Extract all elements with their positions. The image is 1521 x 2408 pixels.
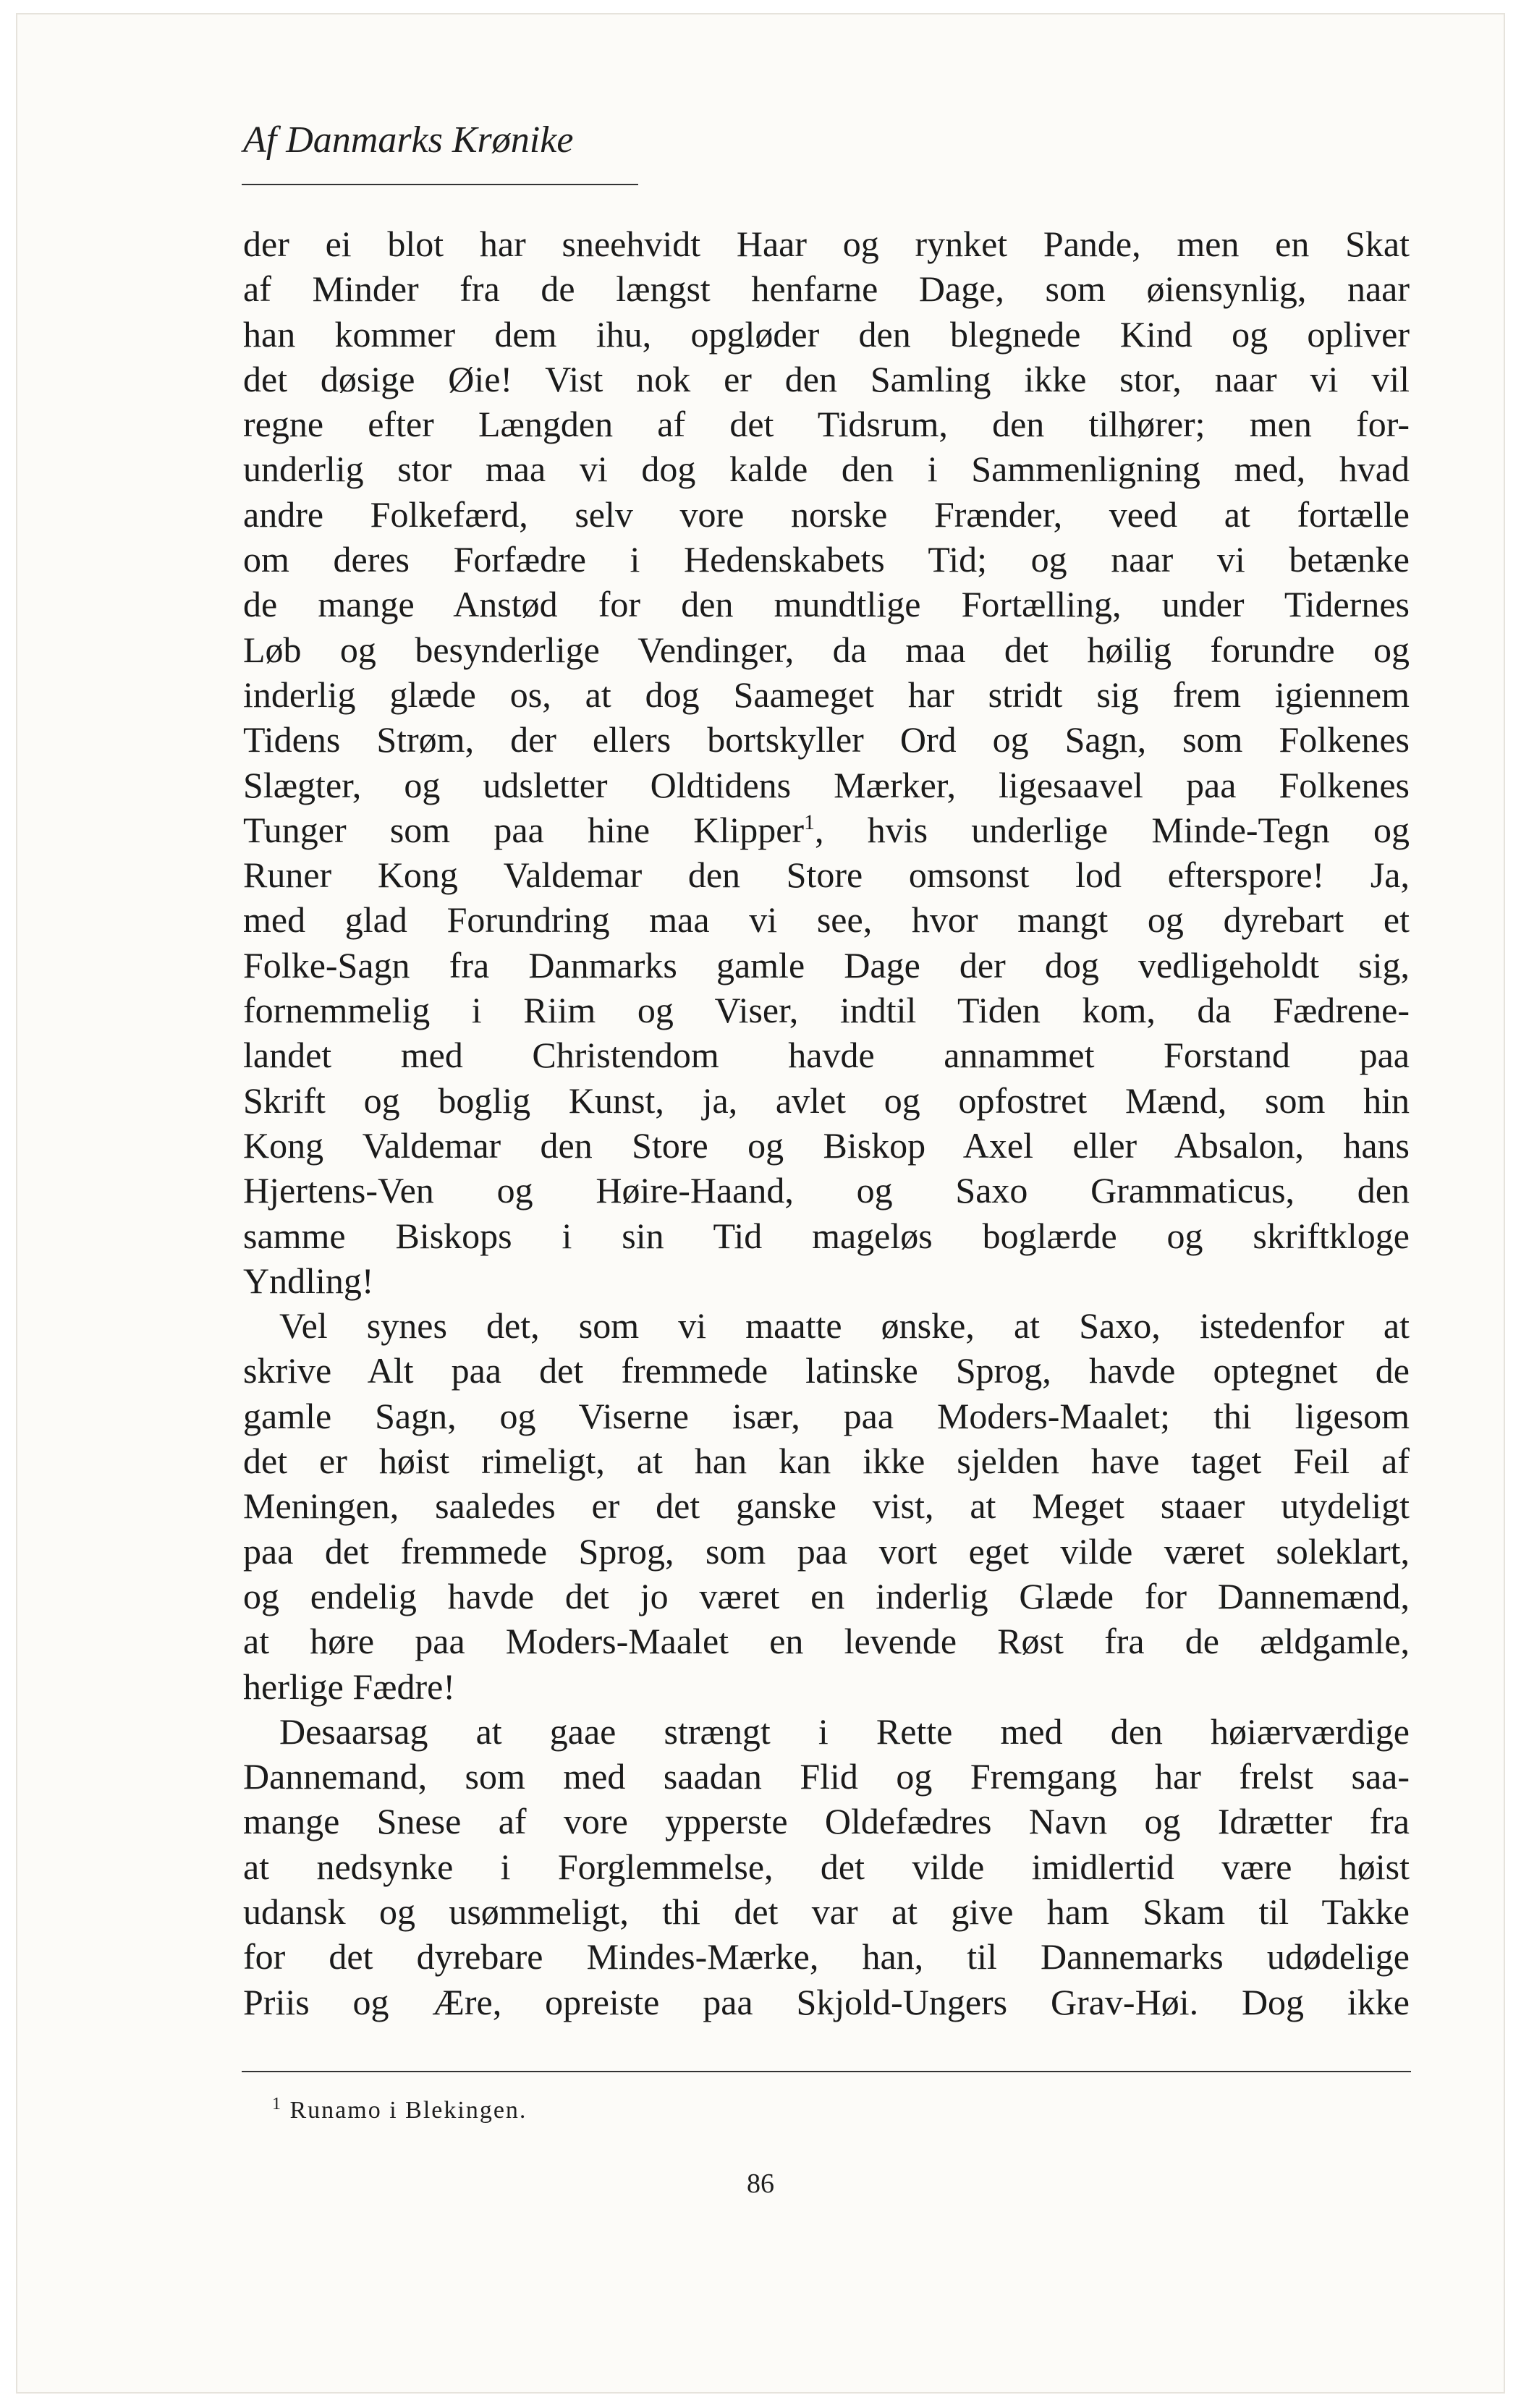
text-line: at nedsynke i Forglemmelse, det vilde imidlertid være høist bbox=[243, 1846, 1410, 1887]
text-line: inderlig glæde os, at dog Saameget har stridt sig frem igiennem bbox=[243, 674, 1410, 715]
text-line: Meningen, saaledes er det ganske vist, at Meget staaer utydeligt bbox=[243, 1485, 1410, 1527]
text-line: og endelig havde det jo været en inderlig Glæde for Dannemænd, bbox=[243, 1575, 1410, 1616]
text-line: Yndling! bbox=[243, 1260, 374, 1301]
text-line: skrive Alt paa det fremmede latinske Sprog, havde optegnet de bbox=[243, 1350, 1410, 1391]
text-line: underlig stor maa vi dog kalde den i Sammenligning med, hvad bbox=[243, 449, 1410, 490]
text-line: regne efter Længden af det Tidsrum, den tilhører; men for- bbox=[243, 404, 1410, 445]
text-line: Desaarsag at gaae strængt i Rette med den høiærværdige bbox=[279, 1710, 1410, 1752]
text-line: samme Biskops i sin Tid mageløs boglærde og skriftkloge bbox=[243, 1215, 1410, 1256]
text-line: Priis og Ære, opreiste paa Skjold-Ungers Grav-Høi. Dog ikke bbox=[243, 1981, 1410, 2022]
text-line: Dannemand, som med saadan Flid og Fremgang har frelst saa- bbox=[243, 1756, 1410, 1797]
text-line-start: Tunger som paa hine Klipper bbox=[243, 809, 805, 850]
footnote bbox=[272, 2097, 527, 2124]
text-line: det er høist rimeligt, at han kan ikke sjelden have taget Feil af bbox=[243, 1441, 1410, 1482]
text-line: paa det fremmede Sprog, som paa vort eget vilde været soleklart, bbox=[243, 1530, 1410, 1572]
text-line: udansk og usømmeligt, thi det var at give ham Skam til Takke bbox=[243, 1891, 1410, 1932]
text-line: landet med Christendom havde annammet Forstand paa bbox=[243, 1035, 1410, 1076]
text-line: Skrift og boglig Kunst, ja, avlet og opfostret Mænd, som hin bbox=[243, 1080, 1410, 1121]
text-line-end: , hvis underlige Minde-Tegn og bbox=[815, 809, 1410, 850]
text-line: om deres Forfædre i Hedenskabets Tid; og naar vi betænke bbox=[243, 539, 1410, 580]
running-head: Af Danmarks Krønike bbox=[243, 119, 574, 161]
text-line: mange Snese af vore ypperste Oldefædres Navn og Idrætter fra bbox=[243, 1801, 1410, 1842]
text-line: der ei blot har sneehvidt Haar og rynket Pande, men en Skat bbox=[243, 224, 1410, 264]
text-line: Hjertens-Ven og Høire-Haand, og Saxo Grammaticus, den bbox=[243, 1170, 1410, 1211]
text-line: gamle Sagn, og Viserne især, paa Moders-Maalet; thi ligesom bbox=[243, 1395, 1410, 1436]
text-line: Runer Kong Valdemar den Store omsonst lod efterspore! Ja, bbox=[243, 855, 1410, 896]
running-head-rule bbox=[242, 184, 638, 185]
text-line: Løb og besynderlige Vendinger, da maa det høilig forundre og bbox=[243, 629, 1410, 670]
text-line-with-footnote bbox=[243, 807, 1410, 852]
text-line: de mange Anstød for den mundtlige Fortælling, under Tidernes bbox=[243, 584, 1410, 625]
footnote-marker: 1 bbox=[272, 2095, 282, 2114]
text-line: Kong Valdemar den Store og Biskop Axel eller Absalon, hans bbox=[243, 1124, 1410, 1166]
footnote-reference: 1 bbox=[804, 810, 815, 834]
text-line: Tidens Strøm, der ellers bortskyller Ord og Sagn, som Folkenes bbox=[243, 719, 1410, 760]
text-line: Slægter, og udsletter Oldtidens Mærker, ligesaavel paa Folkenes bbox=[243, 764, 1410, 805]
footnote-text: Runamo i Blekingen. bbox=[289, 2097, 528, 2124]
footnote-rule bbox=[242, 2071, 1411, 2072]
text-line: Folke-Sagn fra Danmarks gamle Dage der dog vedligeholdt sig, bbox=[243, 944, 1410, 985]
body-text bbox=[243, 221, 1410, 2025]
text-line: andre Folkefærd, selv vore norske Frænder, veed at fortælle bbox=[243, 493, 1410, 535]
page-number: 86 bbox=[747, 2169, 774, 2199]
text-line: for det dyrebare Mindes-Mærke, han, til Dannemarks udødelige bbox=[243, 1936, 1410, 1977]
text-line: han kommer dem ihu, opgløder den blegnede Kind og opliver bbox=[243, 313, 1410, 355]
text-line: Vel synes det, som vi maatte ønske, at Saxo, istedenfor at bbox=[279, 1305, 1410, 1347]
text-line: at høre paa Moders-Maalet en levende Røst fra de ældgamle, bbox=[243, 1621, 1410, 1662]
text-line: det døsige Øie! Vist nok er den Samling ikke stor, naar vi vil bbox=[243, 358, 1410, 399]
text-line: med glad Forundring maa vi see, hvor mangt og dyrebart et bbox=[243, 899, 1410, 941]
text-line: af Minder fra de længst henfarne Dage, som øiensynlig, naar bbox=[243, 268, 1410, 310]
text-line: herlige Fædre! bbox=[243, 1666, 455, 1707]
text-line: fornemmelig i Riim og Viser, indtil Tiden kom, da Fædrene- bbox=[243, 990, 1410, 1031]
